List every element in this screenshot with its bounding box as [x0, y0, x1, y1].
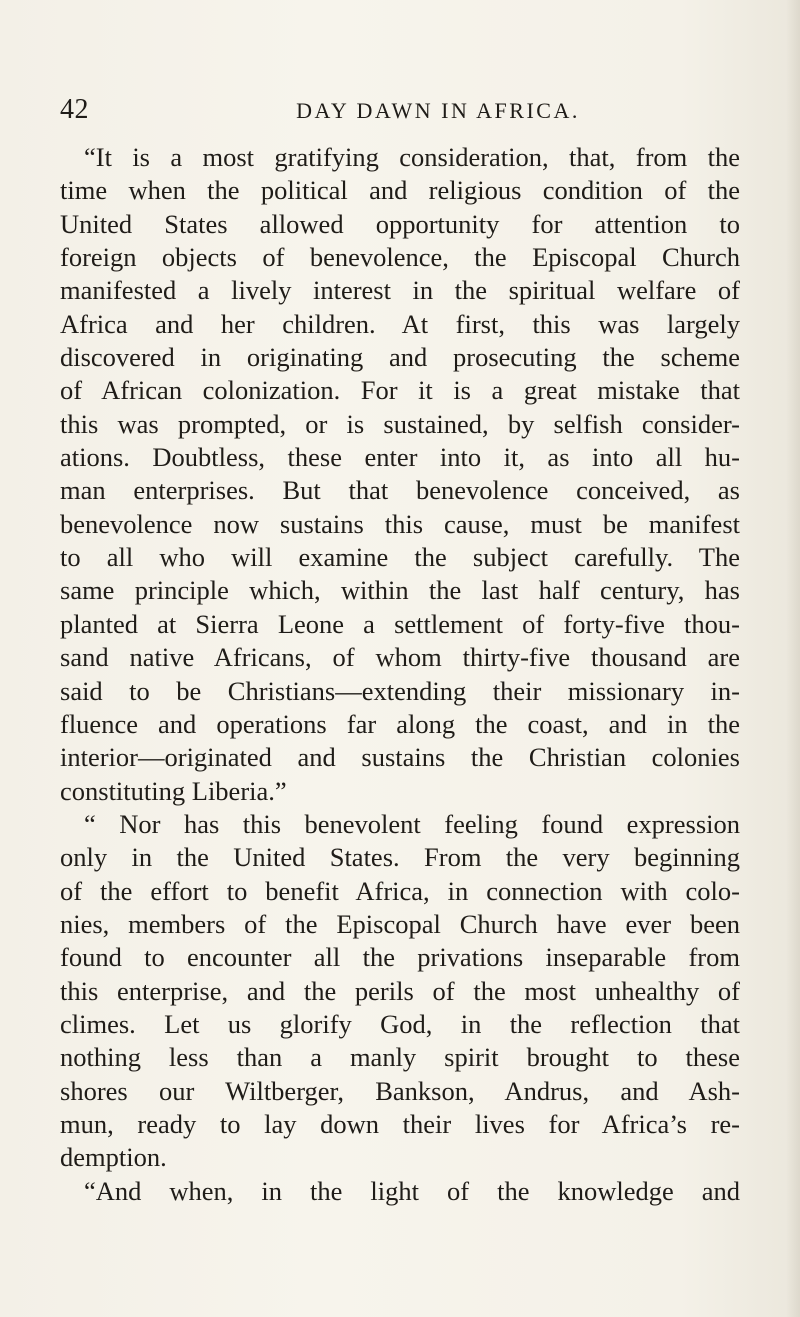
- text-line: “ Nor has this benevolent feeling found expression: [84, 808, 740, 839]
- text-line: to all who will examine the subject carefully. The: [60, 542, 740, 573]
- text-line: discovered in originating and prosecuting the scheme: [60, 342, 740, 373]
- text-line: planted at Sierra Leone a settlement of forty-five thou-: [60, 608, 740, 639]
- text-line: “And when, in the light of the knowledge and: [84, 1175, 740, 1206]
- text-line: man enterprises. But that benevolence conceived, as: [60, 475, 740, 506]
- text-line: benevolence now sustains this cause, must be manifest: [60, 508, 740, 539]
- text-line: climes. Let us glorify God, in the reflection that: [60, 1008, 740, 1039]
- text-line: foreign objects of benevolence, the Episcopal Church: [60, 242, 740, 273]
- text-line: same principle which, within the last half century, has: [60, 575, 740, 606]
- text-line: manifested a lively interest in the spiritual welfare of: [60, 275, 740, 306]
- text-line: Africa and her children. At first, this was largely: [60, 308, 740, 339]
- page-edge-shadow: [786, 0, 800, 1317]
- text-line: mun, ready to lay down their lives for Africa’s re-: [60, 1108, 740, 1139]
- text-line: United States allowed opportunity for attention to: [60, 208, 740, 239]
- page-header: [60, 92, 760, 128]
- text-line: of the effort to benefit Africa, in connection with colo-: [60, 875, 740, 906]
- running-head: DAY DAWN IN AFRICA.: [296, 98, 580, 123]
- text-line: only in the United States. From the very beginning: [60, 842, 740, 873]
- text-line: demption.: [60, 1142, 167, 1173]
- body-text: [60, 141, 740, 1208]
- text-line: nies, members of the Episcopal Church have ever been: [60, 908, 740, 939]
- text-line: of African colonization. For it is a great mistake that: [60, 375, 740, 406]
- text-line: found to encounter all the privations inseparable from: [60, 942, 740, 973]
- text-line: interior—originated and sustains the Christian colonies: [60, 742, 740, 773]
- text-line: said to be Christians—extending their missionary in-: [60, 675, 740, 706]
- text-line: sand native Africans, of whom thirty-five thousand are: [60, 642, 740, 673]
- text-line: “It is a most gratifying consideration, that, from the: [84, 142, 740, 172]
- text-line: time when the political and religious condition of the: [60, 175, 740, 206]
- text-line: nothing less than a manly spirit brought to these: [60, 1042, 740, 1073]
- page-number: 42: [60, 94, 89, 125]
- text-line: fluence and operations far along the coast, and in the: [60, 708, 740, 739]
- text-line: shores our Wiltberger, Bankson, Andrus, and Ash-: [60, 1075, 740, 1106]
- text-line: constituting Liberia.”: [60, 775, 287, 806]
- text-line: this was prompted, or is sustained, by selfish consider-: [60, 408, 740, 439]
- text-line: this enterprise, and the perils of the most unhealthy of: [60, 975, 740, 1006]
- text-line: ations. Doubtless, these enter into it, as into all hu-: [60, 442, 740, 473]
